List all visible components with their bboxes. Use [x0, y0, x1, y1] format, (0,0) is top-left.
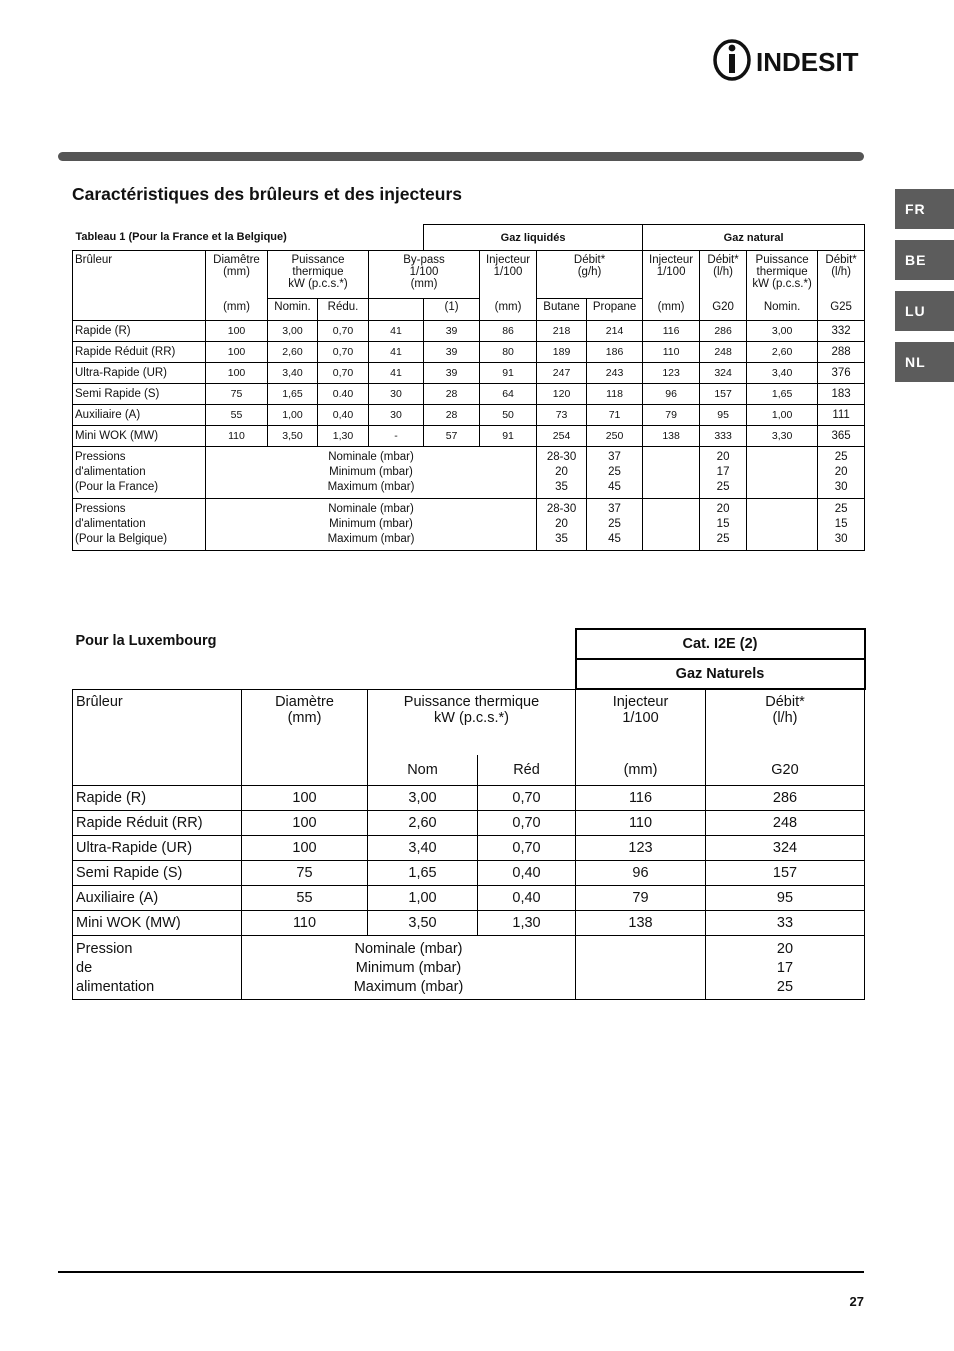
pressure-label: Pressions d'alimentation (Pour la France): [73, 447, 206, 499]
pressure-g25: 25 15 30: [818, 499, 865, 551]
unit-cell: Nomin.: [268, 299, 318, 321]
unit-cell: G20: [700, 299, 747, 321]
header-bypass: By-pass 1/100 (mm): [369, 251, 480, 299]
burner-table-luxembourg: [72, 628, 866, 1000]
unit-cell: (mm): [643, 299, 700, 321]
pressure-g20: 20 17 25: [700, 447, 747, 499]
burner-table-france-belgium: [72, 224, 865, 551]
table-row: Ultra-Rapide (UR) 100 3,40 0,70 123 324: [73, 835, 865, 860]
unit-cell: Nom: [368, 755, 478, 785]
unit-cell: [73, 299, 206, 321]
pressure-butane: 28-30 20 35: [537, 447, 587, 499]
table-row: Auxiliaire (A) 55 1,00 0,40 79 95: [73, 885, 865, 910]
category-header: Cat. I2E (2): [576, 629, 865, 659]
unit-cell: (mm): [576, 755, 706, 785]
table-row: Rapide (R) 100 3,00 0,70 116 286: [73, 785, 865, 810]
tab-nl[interactable]: NL: [895, 342, 954, 382]
page-title: Caractéristiques des brûleurs et des injecteurs: [72, 184, 463, 204]
header-power: Puissance thermique kW (p.c.s.*): [268, 251, 369, 299]
header-power: Puissance thermique kW (p.c.s.*): [368, 689, 576, 755]
table-row: Auxiliaire (A) 55 1,00 0,40 30 28 50 73 71 79 95 1,00 111: [73, 405, 865, 426]
table-row: Rapide (R) 100 3,00 0,70 41 39 86 218 214 116 286 3,00 332: [73, 321, 865, 342]
pressure-butane: 28-30 20 35: [537, 499, 587, 551]
unit-cell: (mm): [480, 299, 537, 321]
table-caption: Pour la Luxembourg: [75, 633, 217, 649]
tab-lu[interactable]: LU: [895, 291, 954, 331]
unit-cell: Rédu.: [318, 299, 369, 321]
header-injector-natural: Injecteur 1/100: [643, 251, 700, 299]
svg-text:INDESIT: INDESIT: [756, 47, 859, 77]
header-rule: [58, 152, 864, 161]
unit-cell: Butane: [537, 299, 587, 321]
table-row: Ultra-Rapide (UR) 100 3,40 0,70 41 39 91 247 243 123 324 3,40 376: [73, 363, 865, 384]
header-flow-lpg: Débit* (g/h): [537, 251, 643, 299]
pressure-label: Pression de alimentation: [73, 935, 242, 999]
tab-be[interactable]: BE: [895, 240, 954, 280]
empty-cell: [747, 447, 818, 499]
unit-cell: Propane: [587, 299, 643, 321]
pressure-row: [73, 935, 865, 999]
language-tabs: [895, 189, 954, 393]
pressure-levels: Nominale (mbar) Minimum (mbar) Maximum (mbar): [206, 499, 537, 551]
tab-fr[interactable]: FR: [895, 189, 954, 229]
unit-cell: Nomin.: [747, 299, 818, 321]
header-flow-g25: Débit* (l/h): [818, 251, 865, 299]
unit-cell: [73, 755, 242, 785]
header-flow-g20: Débit* (l/h): [700, 251, 747, 299]
table-row: Semi Rapide (S) 75 1,65 0.40 30 28 64 120 118 96 157 1,65 183: [73, 384, 865, 405]
table-caption: Tableau 1 (Pour la France et la Belgique): [75, 231, 287, 244]
group-header-lpg: Gaz liquidés: [424, 225, 643, 251]
header-diameter: Diamêtre (mm): [206, 251, 268, 299]
pressure-g20: 20 17 25: [706, 935, 865, 999]
pressure-levels: Nominale (mbar) Minimum (mbar) Maximum (mbar): [242, 935, 576, 999]
pressure-g20: 20 15 25: [700, 499, 747, 551]
pressure-propane: 37 25 45: [587, 499, 643, 551]
unit-cell: [242, 755, 368, 785]
page-number: 27: [849, 1294, 864, 1309]
pressure-row-belgium: [73, 499, 865, 551]
header-power-natural: Puissance thermique kW (p.c.s.*): [747, 251, 818, 299]
header-burner: Brûleur: [73, 251, 206, 299]
empty-cell: [747, 499, 818, 551]
unit-cell: [369, 299, 424, 321]
unit-cell: G25: [818, 299, 865, 321]
pressure-label: Pressions d'alimentation (Pour la Belgique): [73, 499, 206, 551]
header-injector-lpg: Injecteur 1/100: [480, 251, 537, 299]
gas-header: Gaz Naturels: [576, 659, 865, 689]
header-flow: Débit* (l/h): [706, 689, 865, 755]
empty-cell: [643, 499, 700, 551]
empty-cell: [576, 935, 706, 999]
header-injector: Injecteur 1/100: [576, 689, 706, 755]
table-row: Rapide Réduit (RR) 100 2,60 0,70 110 248: [73, 810, 865, 835]
footer-rule: [58, 1271, 864, 1273]
unit-cell: (1): [424, 299, 480, 321]
header-burner: Brûleur: [73, 689, 242, 755]
pressure-row-france: [73, 447, 865, 499]
empty-cell: [643, 447, 700, 499]
table-row: Mini WOK (MW) 110 3,50 1,30 - 57 91 254 250 138 333 3,30 365: [73, 426, 865, 447]
pressure-levels: Nominale (mbar) Minimum (mbar) Maximum (mbar): [206, 447, 537, 499]
group-header-natural: Gaz natural: [643, 225, 865, 251]
indesit-logo: [712, 38, 864, 82]
table-row: Rapide Réduit (RR) 100 2,60 0,70 41 39 80 189 186 110 248 2,60 288: [73, 342, 865, 363]
header-diameter: Diamètre (mm): [242, 689, 368, 755]
table-row: Mini WOK (MW) 110 3,50 1,30 138 33: [73, 910, 865, 935]
unit-cell: (mm): [206, 299, 268, 321]
unit-cell: Réd: [478, 755, 576, 785]
pressure-g25: 25 20 30: [818, 447, 865, 499]
pressure-propane: 37 25 45: [587, 447, 643, 499]
unit-cell: G20: [706, 755, 865, 785]
table-row: Semi Rapide (S) 75 1,65 0,40 96 157: [73, 860, 865, 885]
